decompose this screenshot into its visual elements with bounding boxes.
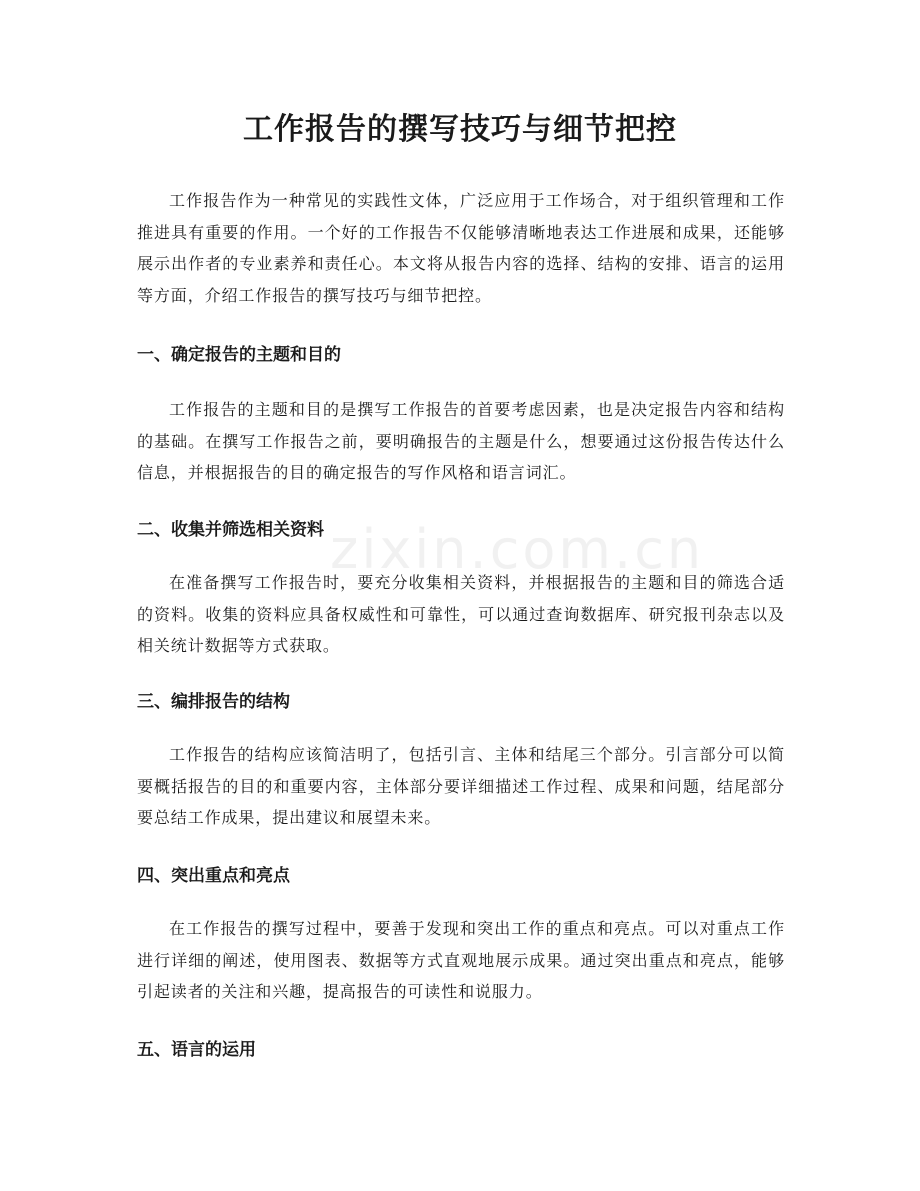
section-body-2: 在准备撰写工作报告时，要充分收集相关资料，并根据报告的主题和目的筛选合适的资料。收集的资料应具备权威性和可靠性，可以通过查询数据库、研究报刊杂志以及相关统计数据等方式获取。 bbox=[137, 573, 785, 655]
section-heading-4: 四、突出重点和亮点 bbox=[137, 866, 290, 886]
section-body-3: 工作报告的结构应该简洁明了，包括引言、主体和结尾三个部分。引言部分可以简要概括报告的目的和重要内容，主体部分要详细描述工作过程、成果和问题，结尾部分要总结工作成果，提出建议和展望未来。 bbox=[137, 745, 785, 827]
section-heading-2: 二、收集并筛选相关资料 bbox=[137, 520, 324, 540]
intro-paragraph: 工作报告作为一种常见的实践性文体，广泛应用于工作场合，对于组织管理和工作推进具有重要的作用。一个好的工作报告不仅能够清晰地表达工作进展和成果，还能够展示出作者的专业素养和责任心。本文将从报告内容的选择、结构的安排、语言的运用等方面，介绍工作报告的撰写技巧与细节把控。 bbox=[137, 191, 785, 305]
section-heading-1: 一、确定报告的主题和目的 bbox=[137, 345, 341, 365]
section-heading-5: 五、语言的运用 bbox=[137, 1040, 256, 1060]
page-title: 工作报告的撰写技巧与细节把控 bbox=[243, 112, 677, 147]
watermark-text: zixin.com.cn bbox=[330, 518, 705, 581]
section-body-4: 在工作报告的撰写过程中，要善于发现和突出工作的重点和亮点。可以对重点工作进行详细的阐述，使用图表、数据等方式直观地展示成果。通过突出重点和亮点，能够引起读者的关注和兴趣，提高报告的可读性和说服力。 bbox=[137, 919, 785, 1001]
section-body-1: 工作报告的主题和目的是撰写工作报告的首要考虑因素，也是决定报告内容和结构的基础。在撰写工作报告之前，要明确报告的主题是什么，想要通过这份报告传达什么信息，并根据报告的目的确定报告的写作风格和语言词汇。 bbox=[137, 400, 785, 482]
section-heading-3: 三、编排报告的结构 bbox=[137, 692, 290, 712]
